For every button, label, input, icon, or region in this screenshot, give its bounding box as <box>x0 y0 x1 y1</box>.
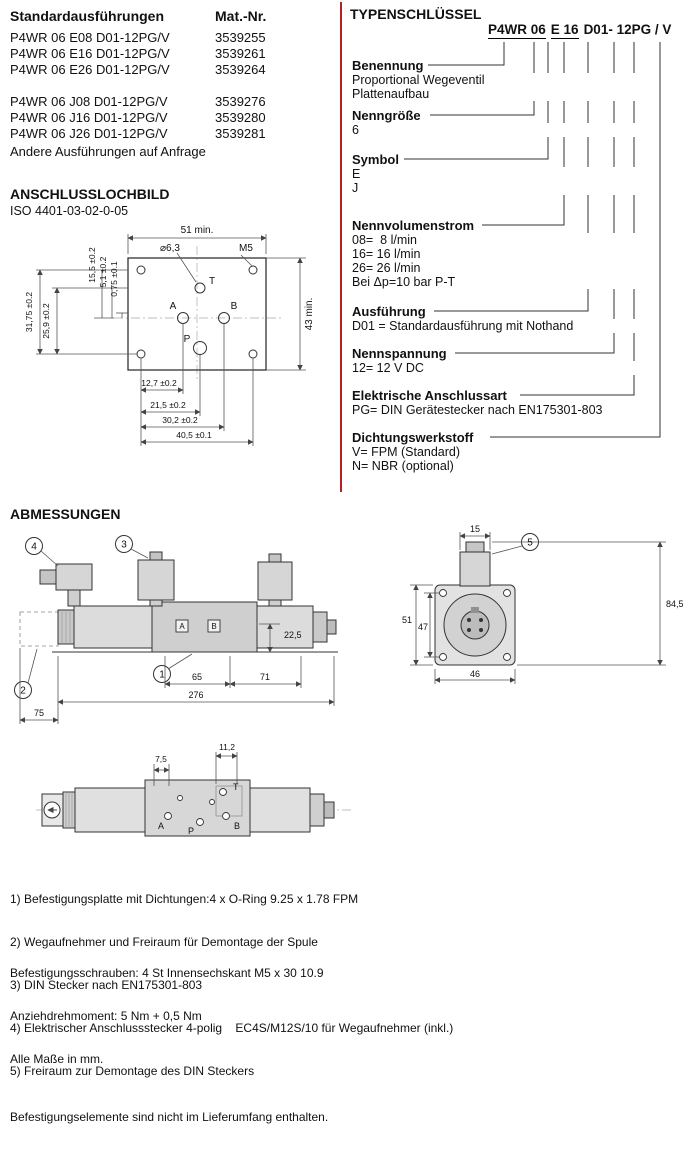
iso-code: ISO 4401-03-02-0-05 <box>10 204 129 218</box>
mat-cell: 3539261 <box>215 46 266 61</box>
ts-section-benennung: Benennung Proportional Wegeventil Plattenaufbau <box>352 58 642 101</box>
corner-screw <box>440 590 447 597</box>
port-hole <box>220 789 227 796</box>
callout-2: 2 <box>20 685 26 697</box>
port-hole <box>178 796 183 801</box>
typenschluessel-title: TYPENSCHLÜSSEL <box>350 6 482 22</box>
port-t-hole <box>195 283 205 293</box>
dim-label-51: 51 <box>401 615 412 625</box>
units-note: Alle Maße in mm. <box>10 1052 104 1066</box>
footnote-2: 2) Wegaufnehmer und Freiraum für Demontage der Spule <box>10 935 318 949</box>
mounting-info <box>10 938 690 1153</box>
top-connector <box>460 552 490 586</box>
callout-4: 4 <box>31 541 37 553</box>
mat-cell: 3539280 <box>215 110 266 125</box>
mat-cell: 3539276 <box>215 94 266 109</box>
ts-heading-nennvolumenstrom: Nennvolumenstrom <box>352 218 478 233</box>
port-hole <box>165 813 172 820</box>
dim-label-51: 5,1 ±0.2 <box>98 256 108 288</box>
left-solenoid <box>74 606 152 648</box>
ts-heading-ausfuehrung: Ausführung <box>352 304 430 319</box>
din-connector-top-right <box>269 554 281 562</box>
port-label-p: P <box>183 334 191 345</box>
dim-label-259: 25,9 ±0.2 <box>41 303 51 339</box>
left-solenoid-top <box>75 788 145 832</box>
mounting-hole <box>137 350 145 358</box>
din-connector-top <box>150 552 162 560</box>
footnote-4: 4) Elektrischer Anschlussstecker 4-polig EC4S/M12S/10 für Wegaufnehmer (inkl.) <box>10 1021 454 1035</box>
ts-heading-nenngroesse: Nenngröße <box>352 108 425 123</box>
abmessungen-title: ABMESSUNGEN <box>10 506 121 522</box>
mat-nr-header: Mat.-Nr. <box>215 8 267 24</box>
dim-label-845: 84,5 <box>666 599 684 609</box>
valve-end-view-drawing <box>400 520 700 695</box>
dim-label-405: 40,5 ±0.1 <box>176 430 212 440</box>
mounting-hole <box>137 266 145 274</box>
dim-label-75: 75 <box>33 708 45 718</box>
dim-label-43min: 43 min. <box>304 297 315 331</box>
footnote-5: 5) Freiraum zur Demontage des DIN Steckers <box>10 1064 255 1078</box>
typenschluessel-section <box>340 2 700 492</box>
mat-cell: 3539281 <box>215 126 266 141</box>
ts-section-elektrische-anschlussart: Elektrische Anschlussart PG= DIN Gerätestecker nach EN175301-803 <box>352 388 642 417</box>
valve-side-view-drawing <box>12 528 362 734</box>
ts-section-nennvolumenstrom: Nennvolumenstrom 08= 8 l/min 16= 16 l/min 26= 26 l/min Bei Δp=10 bar P-T <box>352 218 642 289</box>
table-row <box>10 126 340 142</box>
manual-override-pin <box>327 620 336 634</box>
dim-label-46: 46 <box>469 669 481 679</box>
dim-label-127: 12,7 ±0.2 <box>141 378 177 388</box>
mat-cell: 3539255 <box>215 30 266 45</box>
fasteners-note: Befestigungsschrauben: 4 St Innensechskant M5 x 30 10.9 <box>10 966 324 980</box>
callout-5: 5 <box>527 537 533 549</box>
port-hole <box>223 813 230 820</box>
footnote-1: 1) Befestigungsplatte mit Dichtungen:4 x O-Ring 9.25 x 1.78 FPM <box>10 892 359 906</box>
type-cell: P4WR 06 E26 D01-12PG/V <box>10 62 170 77</box>
dim-label-75-top: 7,5 <box>155 754 167 764</box>
right-end-cap <box>313 612 327 642</box>
keyway <box>471 607 479 613</box>
port-label-p-top: P <box>188 826 195 836</box>
dim-label-dia63: ⌀6,3 <box>160 243 180 254</box>
valve-top-view-drawing <box>30 738 360 868</box>
angled-connector-gland <box>40 570 56 584</box>
mat-cell: 3539264 <box>215 62 266 77</box>
port-label-a-top: A <box>158 821 165 831</box>
table-row <box>10 30 340 46</box>
standard-versions-header <box>10 8 340 24</box>
port-hole <box>210 800 215 805</box>
port-p-hole <box>194 342 207 355</box>
table-row <box>10 46 340 62</box>
dim-label-075: 0,75 ±0.1 <box>109 261 119 297</box>
port-label-a: A <box>169 301 177 312</box>
transducer-clearance-outline <box>20 612 58 646</box>
port-label-b: B <box>230 301 238 312</box>
table-row <box>10 62 340 78</box>
ts-heading-symbol: Symbol <box>352 152 403 167</box>
angled-connector-stem <box>68 590 80 606</box>
dim-label-215: 21,5 ±0.2 <box>150 400 186 410</box>
port-label-a: A <box>179 622 185 631</box>
din-connector-body <box>138 560 174 600</box>
dim-label-225: 22,5 <box>284 630 302 640</box>
ts-section-dichtungswerkstoff: Dichtungswerkstoff V= FPM (Standard) N= NBR (optional) <box>352 430 642 473</box>
ts-heading-elektrische-anschlussart: Elektrische Anschlussart <box>352 388 511 403</box>
anschlusslochbild-title: ANSCHLUSSLOCHBILD <box>10 186 170 202</box>
type-code-part3: D01- 12PG / V <box>583 22 672 37</box>
type-cell: P4WR 06 E16 D01-12PG/V <box>10 46 170 61</box>
dim-label-47: 47 <box>417 622 428 632</box>
valve-body <box>152 602 257 652</box>
ts-section-nenngroesse: Nenngröße 6 <box>352 108 642 137</box>
type-cell: P4WR 06 J16 D01-12PG/V <box>10 110 168 125</box>
corner-screw <box>504 590 511 597</box>
standard-versions-section <box>10 8 340 160</box>
corner-screw <box>440 654 447 661</box>
torque-note: Anziehdrehmoment: 5 Nm + 0,5 Nm <box>10 1009 202 1023</box>
port-label-b: B <box>211 622 217 631</box>
port-label-t: T <box>209 276 216 287</box>
override-pin-top <box>324 802 334 818</box>
din-connector-stem <box>150 600 162 606</box>
table-row <box>10 110 340 126</box>
dim-label-3175: 31,75 ±0.2 <box>24 291 34 333</box>
port-hole <box>197 819 204 826</box>
dim-label-51min: 51 min. <box>180 225 214 236</box>
corner-screw <box>504 654 511 661</box>
ts-heading-benennung: Benennung <box>352 58 428 73</box>
angled-connector-body <box>56 564 92 590</box>
dim-label-15: 15 <box>469 524 481 534</box>
standard-versions-title: Standardausführungen <box>10 8 165 24</box>
right-solenoid <box>257 606 313 648</box>
m12-connector-face <box>461 611 489 639</box>
ts-heading-dichtungswerkstoff: Dichtungswerkstoff <box>352 430 477 445</box>
other-versions-note: Andere Ausführungen auf Anfrage <box>10 144 206 159</box>
dim-label-112: 11,2 <box>219 742 235 752</box>
disclaimer-note: Befestigungselemente sind nicht im Lieferumfang enthalten. <box>10 1110 329 1124</box>
callout-1: 1 <box>159 669 165 681</box>
ts-heading-nennspannung: Nennspannung <box>352 346 451 361</box>
dim-label-276: 276 <box>188 690 204 700</box>
din-connector-stem-right <box>269 600 281 606</box>
footnote-3: 3) DIN Stecker nach EN175301-803 <box>10 978 203 992</box>
ts-section-nennspannung: Nennspannung 12= 12 V DC <box>352 346 642 375</box>
anschlusslochbild-drawing <box>10 220 340 456</box>
dim-label-155: 15,5 ±0.2 <box>87 247 97 283</box>
type-cell: P4WR 06 J26 D01-12PG/V <box>10 126 168 141</box>
din-connector-body-right <box>258 562 292 600</box>
callout-3: 3 <box>121 539 127 551</box>
dim-label-m5: M5 <box>239 243 253 254</box>
type-code-part2: E 16 <box>550 22 579 37</box>
table-row <box>10 94 340 110</box>
type-cell: P4WR 06 J08 D01-12PG/V <box>10 94 168 109</box>
dim-label-65: 65 <box>191 672 203 682</box>
port-label-b-top: B <box>234 821 241 831</box>
type-code <box>488 22 676 37</box>
right-solenoid-top <box>250 788 310 832</box>
ts-section-symbol: Symbol E J <box>352 152 642 195</box>
ts-section-ausfuehrung: Ausführung D01 = Standardausführung mit Nothand <box>352 304 642 333</box>
type-code-part1: P4WR 06 <box>488 22 546 37</box>
top-connector-cap <box>466 542 484 552</box>
mounting-hole <box>249 266 257 274</box>
dim-label-302: 30,2 ±0.2 <box>162 415 198 425</box>
dim-label-71: 71 <box>259 672 271 682</box>
right-end-top <box>310 794 324 826</box>
port-label-t-top: T <box>233 782 239 792</box>
mounting-hole <box>249 350 257 358</box>
type-cell: P4WR 06 E08 D01-12PG/V <box>10 30 170 45</box>
